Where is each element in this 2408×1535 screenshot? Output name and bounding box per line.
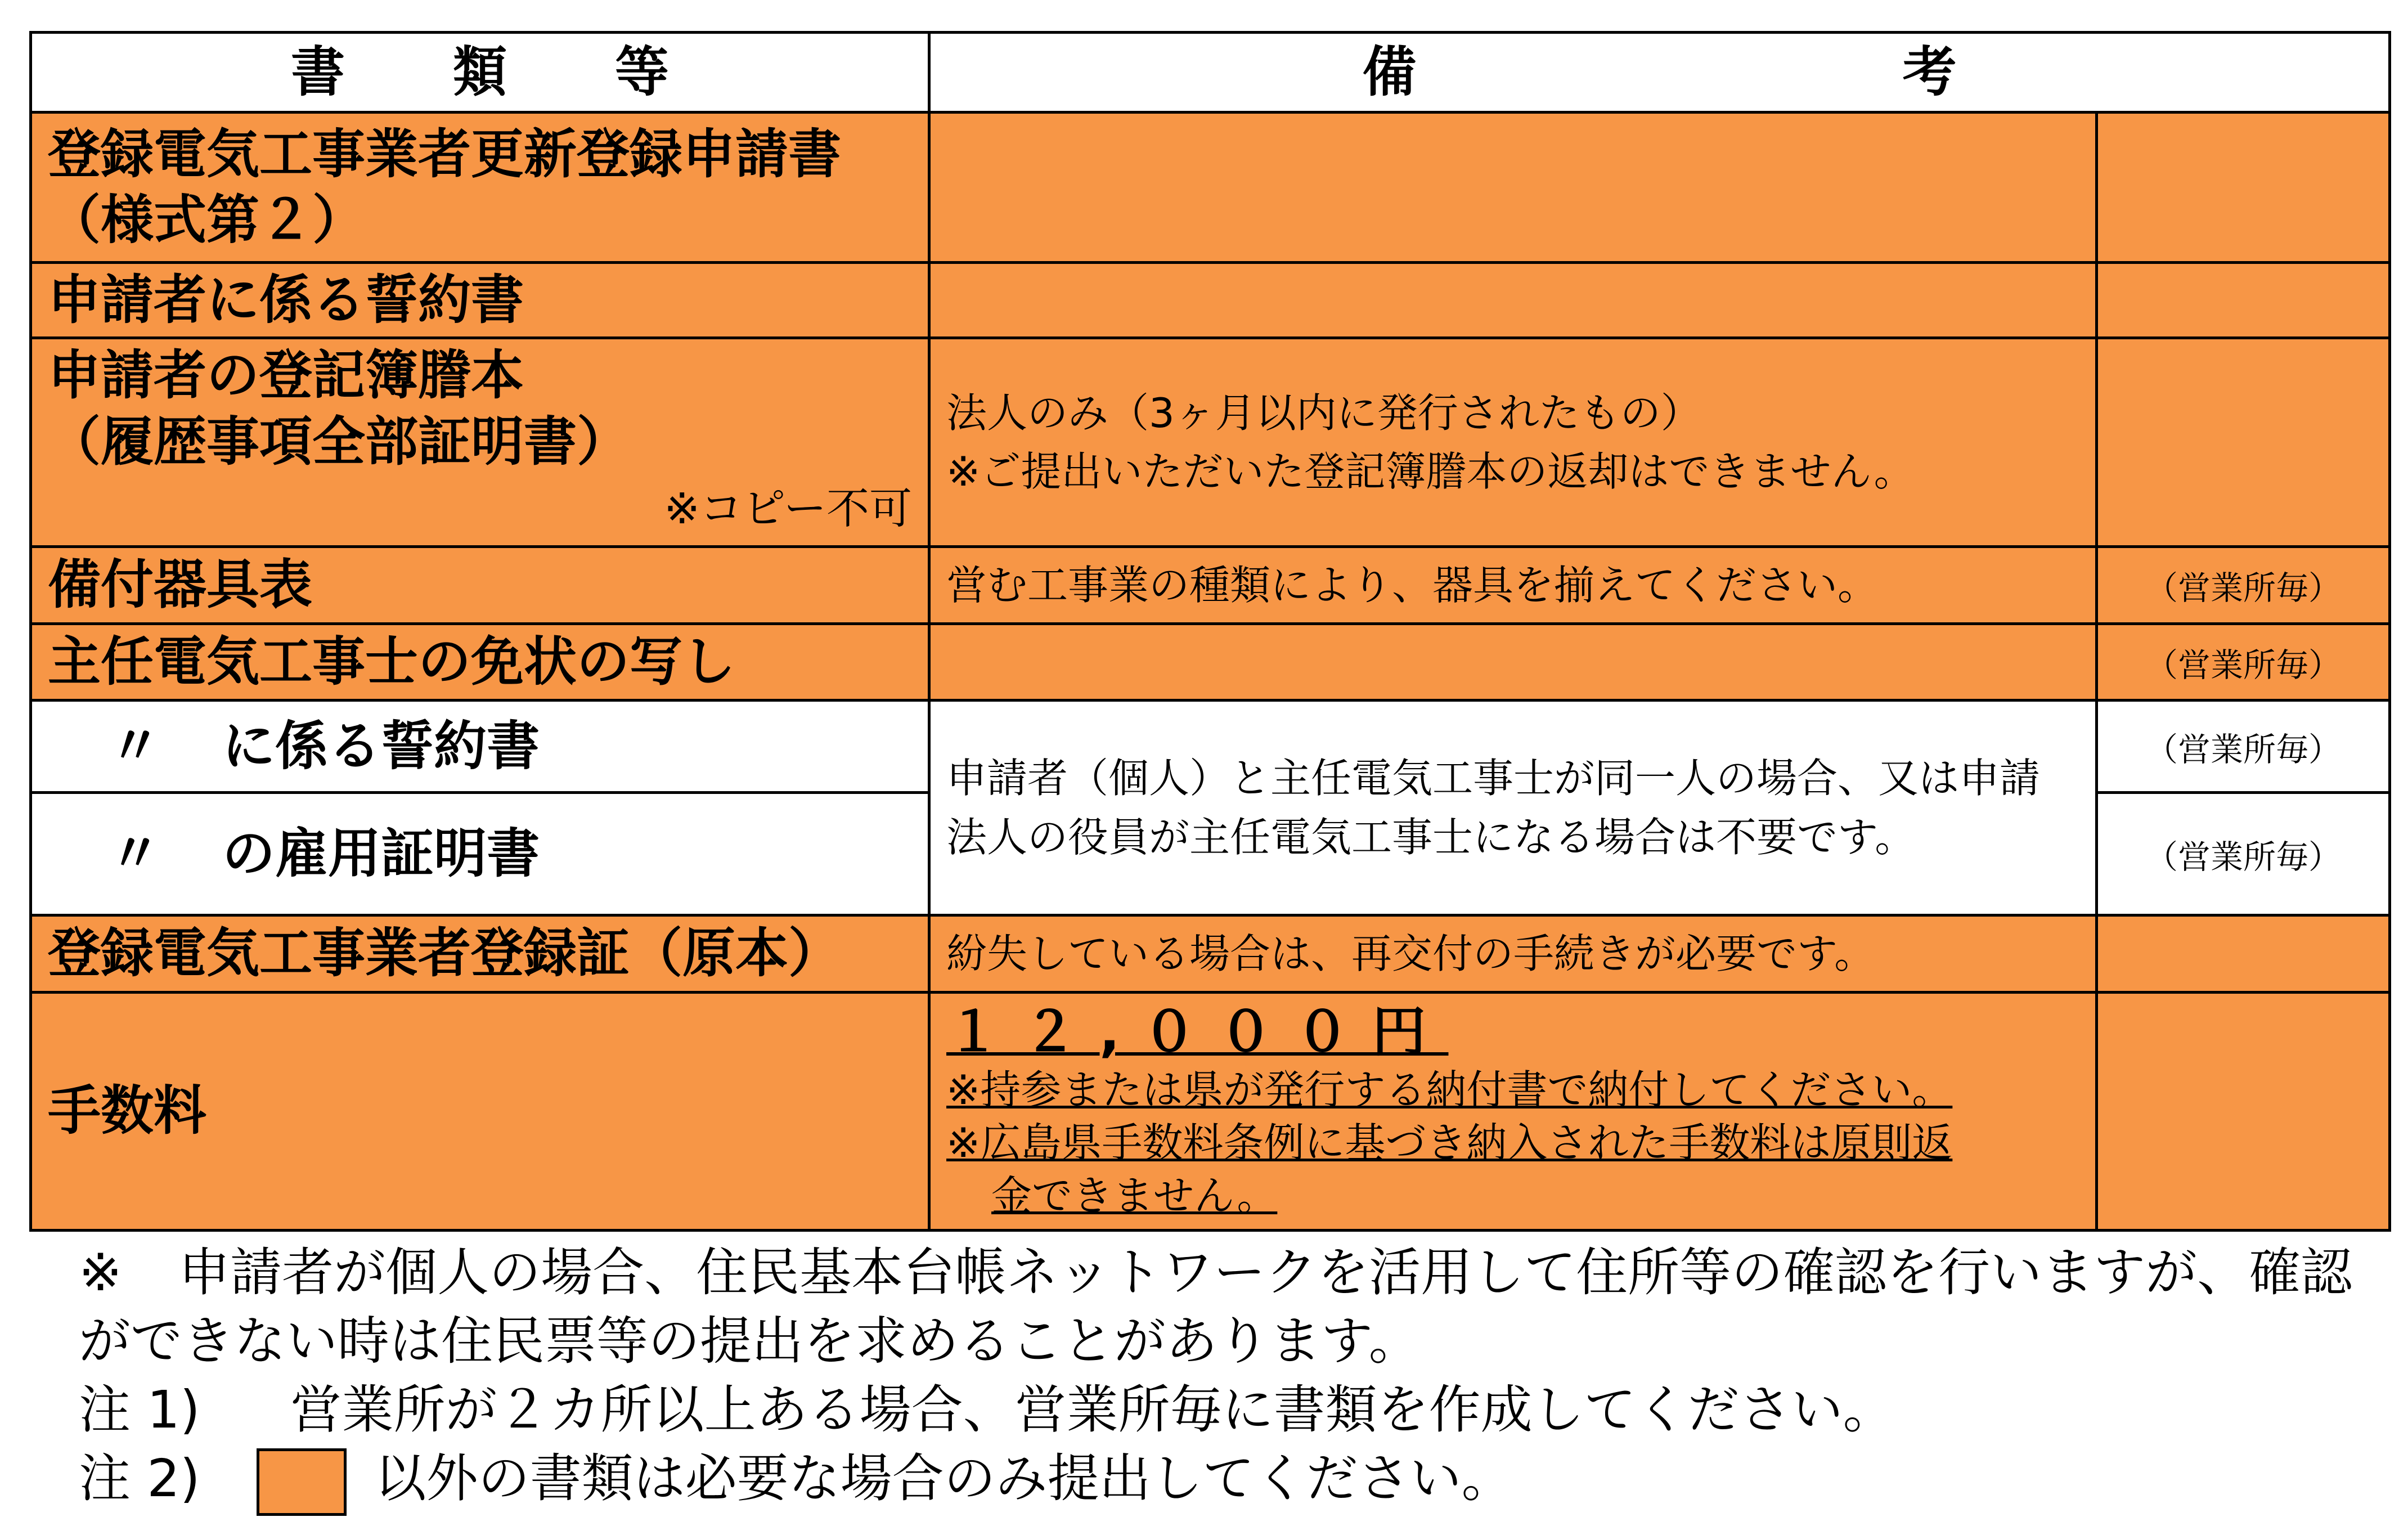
note-text: 申請者が個人の場合、住民基本台帳ネットワークを活用して住所等の確認を行いますが、確認ができない時は住民票等の提出を求めることがあります。 <box>79 1242 2353 1371</box>
table-row <box>31 263 2390 338</box>
ditto-mark: 〃 <box>108 823 161 885</box>
header-remarks: 備 考 <box>929 33 2390 113</box>
table-row <box>31 547 2390 624</box>
note-label: 注 1) <box>79 1380 200 1440</box>
remark-line: ※持参または県が発行する納付書で納付してください。 <box>946 1066 1953 1114</box>
footnotes <box>79 1238 2374 1516</box>
doc-name: 手数料 <box>31 993 929 1231</box>
remark <box>929 263 2097 338</box>
doc-text: に係る誓約書 <box>222 715 540 777</box>
doc-text: の雇用証明書 <box>222 823 540 885</box>
footnote-main <box>79 1238 2374 1376</box>
table-row <box>31 993 2390 1231</box>
remark-line: 金できません。 <box>991 1172 1278 1219</box>
doc-name: 登録電気工事業者更新登録申請書（様式第２） <box>31 113 929 263</box>
remark <box>929 113 2097 263</box>
footnote-1 <box>79 1376 2374 1444</box>
doc-name: 登録電気工事業者登録証（原本） <box>31 915 929 993</box>
remark-line: 法人のみ（3ヶ月以内に発行されたもの） <box>946 389 1701 437</box>
note-text: 以外の書類は必要な場合のみ提出してください。 <box>374 1448 1513 1509</box>
doc-line: 申請者の登記簿謄本 <box>48 345 524 406</box>
note-mark: ※ <box>79 1242 123 1303</box>
office-note <box>2097 993 2390 1231</box>
table-row <box>31 113 2390 263</box>
table-row <box>31 915 2390 993</box>
doc-name <box>31 793 929 915</box>
remark <box>929 993 2097 1231</box>
remark: 紛失している場合は、再交付の手続きが必要です。 <box>929 915 2097 993</box>
office-note: （営業所毎） <box>2097 547 2390 624</box>
remark-line: ※ご提出いただいた登記簿謄本の返却はできません。 <box>946 448 1915 495</box>
doc-name: 備付器具表 <box>31 547 929 624</box>
remark <box>929 624 2097 701</box>
remark <box>929 338 2097 547</box>
footnote-2 <box>79 1444 2374 1516</box>
doc-name: 主任電気工事士の免状の写し <box>31 624 929 701</box>
note-label: 注 2) <box>79 1448 200 1509</box>
office-note <box>2097 263 2390 338</box>
table-row <box>31 338 2390 547</box>
documents-table <box>29 31 2391 1232</box>
office-note <box>2097 915 2390 993</box>
remark-line: ※広島県手数料条例に基づき納入された手数料は原則返 <box>946 1119 1953 1166</box>
header-documents: 書 類 等 <box>31 33 929 113</box>
table-row <box>31 624 2390 701</box>
doc-name <box>31 701 929 793</box>
office-note: （営業所毎） <box>2097 701 2390 793</box>
table-row <box>31 701 2390 793</box>
highlight-color-swatch <box>257 1448 347 1516</box>
no-copy-note: ※コピー不可 <box>664 483 912 533</box>
office-note <box>2097 113 2390 263</box>
doc-name <box>31 338 929 547</box>
remark: 営む工事業の種類により、器具を揃えてください。 <box>929 547 2097 624</box>
ditto-mark: 〃 <box>108 715 161 777</box>
doc-name: 申請者に係る誓約書 <box>31 263 929 338</box>
doc-line: （履歴事項全部証明書） <box>48 411 630 473</box>
office-note: （営業所毎） <box>2097 793 2390 915</box>
office-note <box>2097 338 2390 547</box>
table-header <box>31 33 2390 113</box>
remark: 申請者（個人）と主任電気工事士が同一人の場合、又は申請法人の役員が主任電気工事士になる場合は不要です。 <box>929 701 2097 915</box>
fee-amount: １２,０００円 <box>946 1000 1449 1063</box>
office-note: （営業所毎） <box>2097 624 2390 701</box>
note-text: 営業所が２カ所以上ある場合、営業所毎に書類を作成してください。 <box>290 1380 1895 1440</box>
